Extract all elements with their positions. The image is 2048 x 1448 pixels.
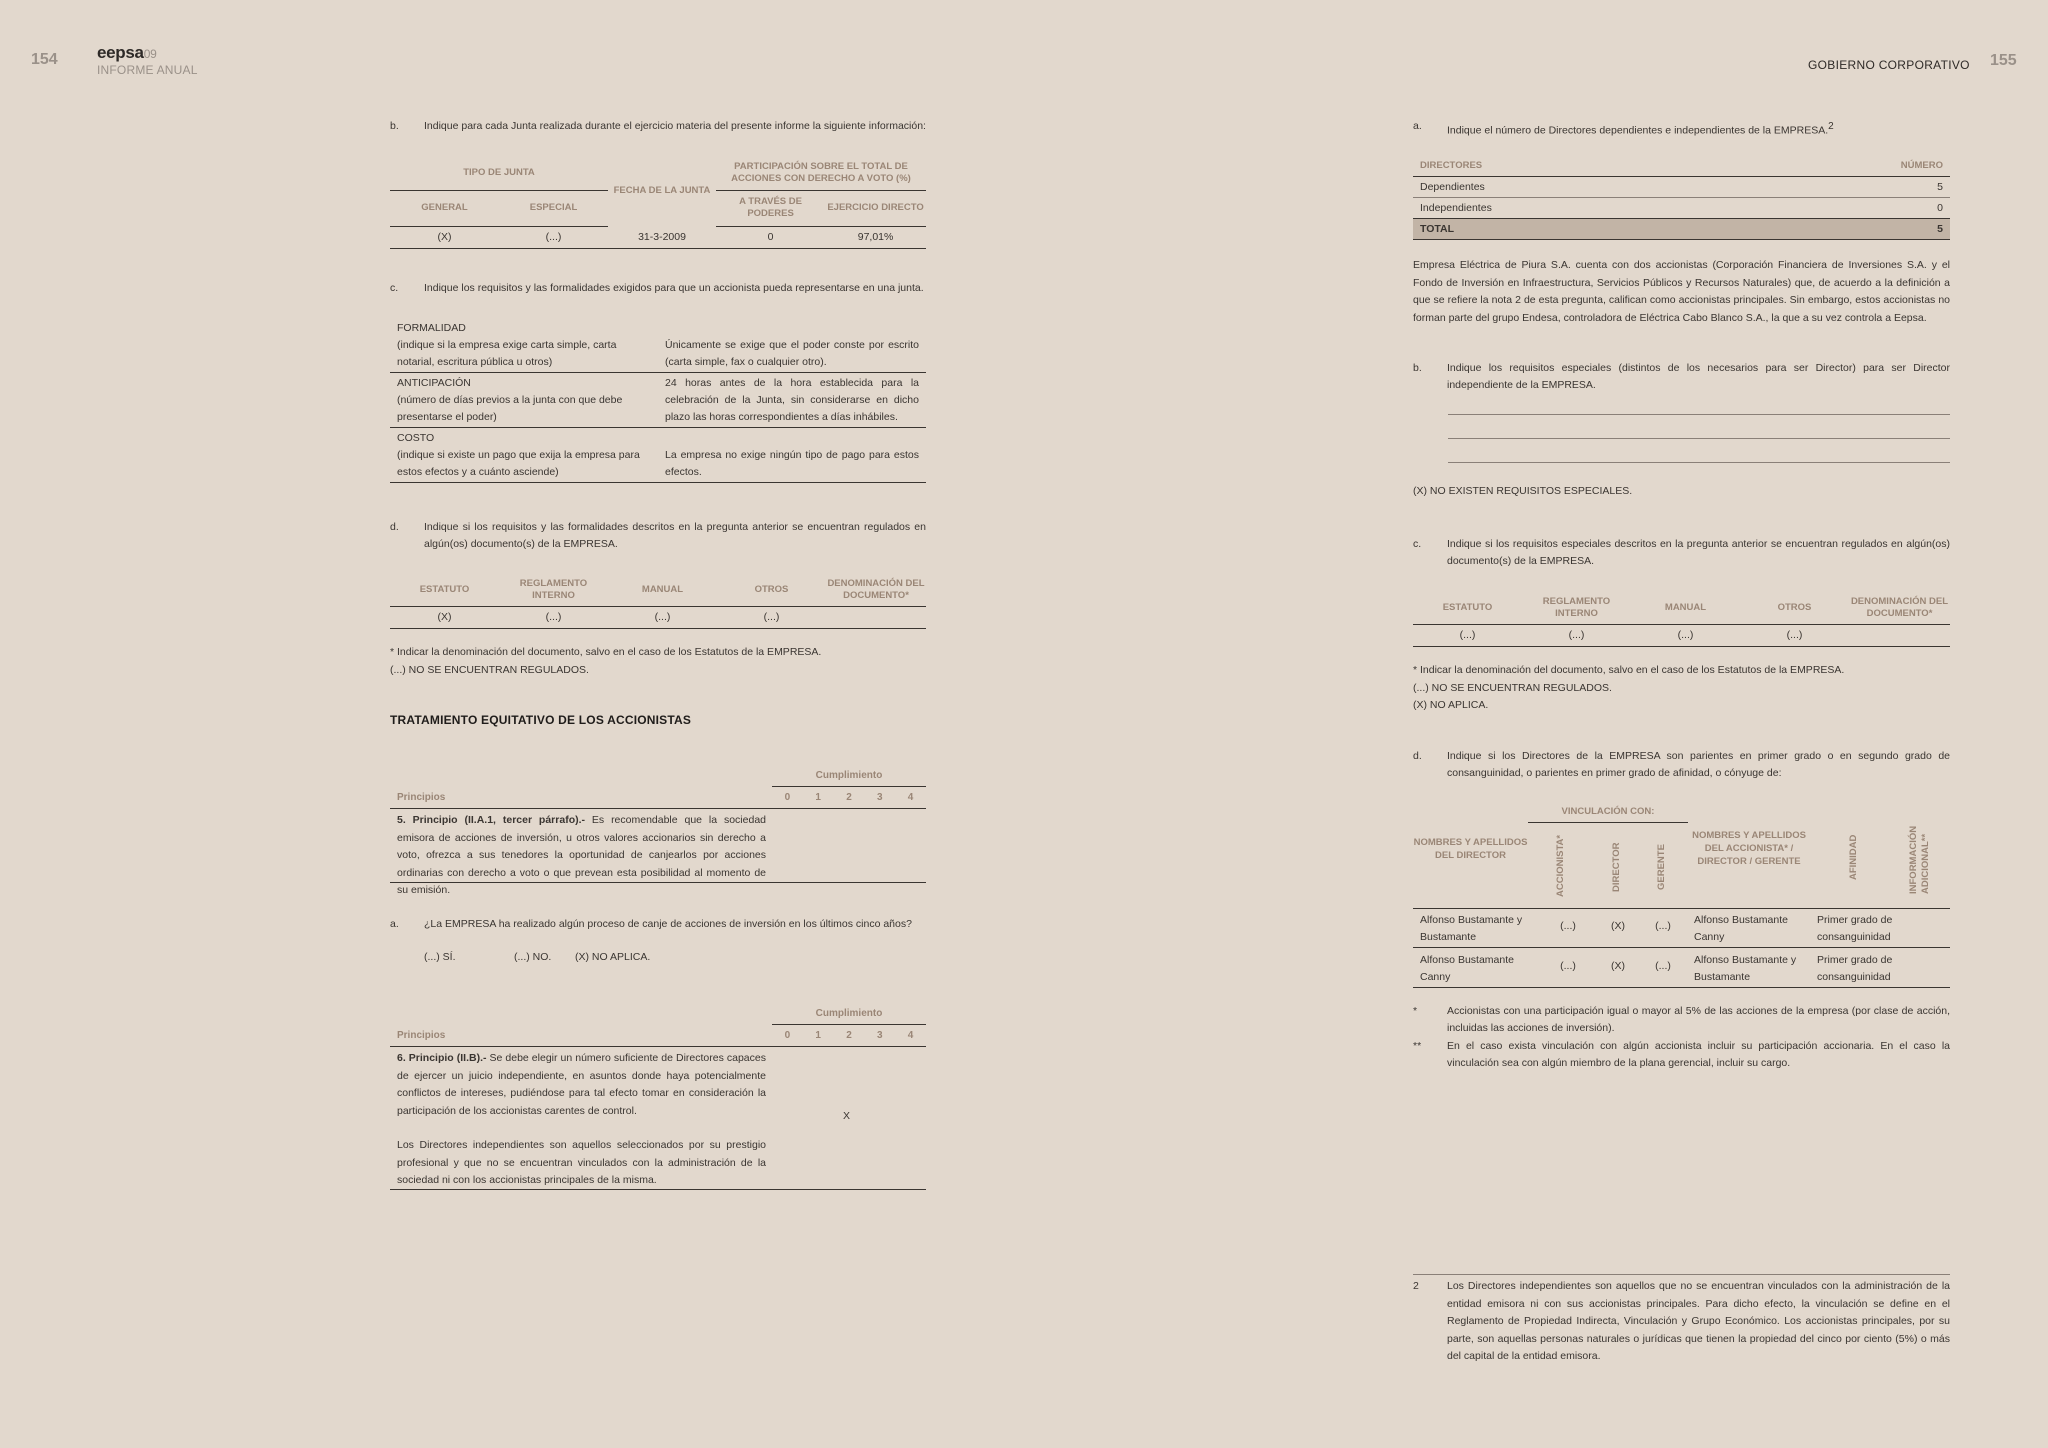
divider xyxy=(390,1189,926,1190)
header-manual: MANUAL xyxy=(608,574,717,606)
option-no: (...) NO. xyxy=(514,951,552,963)
principios-label: Principios xyxy=(397,792,446,803)
header-afinidad: AFINIDAD xyxy=(1848,834,1859,880)
cell-denominacion xyxy=(826,606,926,628)
option-no-aplica: (X) NO APLICA. xyxy=(575,951,651,963)
header-director: DIRECTOR xyxy=(1611,842,1622,892)
cell-nombre-2: Alfonso Bustamante y Bustamante xyxy=(1694,954,1797,983)
footnote-mark: 2 xyxy=(1413,1280,1419,1292)
costo-desc: (indique si existe un pago que exija la empresa para estos efectos y a cuánto asciende) xyxy=(397,449,640,478)
cell-manual: (...) xyxy=(1631,624,1740,646)
documento-table-right xyxy=(1413,592,1950,647)
cumplimiento-label: Cumplimiento xyxy=(815,770,883,781)
header-manual: MANUAL xyxy=(1631,592,1740,624)
principle-title: 6. Principio (II.B).- xyxy=(397,1052,487,1064)
divider xyxy=(1528,822,1688,823)
cell-nombre: Alfonso Bustamante y Bustamante xyxy=(1420,914,1523,943)
formalidad-desc: (indique si la empresa exige carta simple, carta notarial, escritura pública u otros) xyxy=(397,339,617,368)
formalidad-table xyxy=(390,318,926,483)
divider xyxy=(772,1024,926,1025)
doc-notes xyxy=(1413,662,1844,715)
cell-denominacion xyxy=(1849,624,1950,646)
formalidad-title: FORMALIDAD xyxy=(397,322,466,334)
header-denominacion: DENOMINACIÓN DEL DOCUMENTO* xyxy=(1849,592,1950,624)
table-row xyxy=(1413,197,1950,218)
anticipacion-title: ANTICIPACIÓN xyxy=(397,377,471,389)
table-row xyxy=(1413,176,1950,197)
note-line: (...) NO SE ENCUENTRAN REGULADOS. xyxy=(1413,681,1612,694)
question-letter: d. xyxy=(1413,750,1422,762)
cell-directo: 97,01% xyxy=(825,226,926,248)
header-otros: OTROS xyxy=(717,574,826,606)
header-poderes: A TRAVÉS DE PODERES xyxy=(716,190,825,226)
cumplimiento-scale xyxy=(772,792,926,803)
compliance-mark: X xyxy=(843,1110,851,1122)
costo-value: La empresa no exige ningún tipo de pago para estos efectos. xyxy=(658,428,926,483)
table-row xyxy=(390,428,926,483)
question-text xyxy=(1447,118,1950,140)
principle-6-text-2: Los Directores independientes son aquellos seleccionados por su prestigio profesional y que no se encuentran vinculados con la administración de la sociedad ni con los accionistas principales de la misma. xyxy=(397,1139,766,1186)
footnote-text: Los Directores independientes son aquellos que no se encuentran vinculados con la administración de la entidad emisora ni con sus accionistas principales. Para dicho efecto, la vinculación se define en el Reglamento de Propiedad Indirecta, Vinculación y Grupo Económico. Los accionistas principales, por su parte, son aquellas personas naturales o jurídicas que tienen la propiedad del cinco por ciento (5%) o más del capital de la entidad emisora. xyxy=(1447,1280,1950,1362)
question-body: Indique el número de Directores dependientes e independientes de la EMPRESA. xyxy=(1447,124,1829,137)
header-gerente: GERENTE xyxy=(1656,844,1667,890)
table-row xyxy=(390,373,926,428)
formalidad-value: Únicamente se exige que el poder conste por escrito (carta simple, fax o cualquier otro). xyxy=(658,318,926,373)
no-requisitos: (X) NO EXISTEN REQUISITOS ESPECIALES. xyxy=(1413,485,1633,497)
question-text: Indique si los requisitos y las formalidades descritos en la pregunta anterior se encuentran regulados en algún(os) documento(s) de la EMPRESA. xyxy=(424,521,926,550)
scale-2: 2 xyxy=(846,792,852,803)
cell-general: (X) xyxy=(390,226,499,248)
cell-especial: (...) xyxy=(499,226,608,248)
cell-reglamento: (...) xyxy=(1522,624,1631,646)
cell-manual: (...) xyxy=(608,606,717,628)
section-heading: TRATAMIENTO EQUITATIVO DE LOS ACCIONISTAS xyxy=(390,713,692,727)
scale-1: 1 xyxy=(815,792,821,803)
principle-6-text xyxy=(397,1050,766,1120)
table-row xyxy=(390,606,926,628)
doc-notes xyxy=(390,644,821,679)
cell-nombre: Alfonso Bustamante Canny xyxy=(1420,954,1514,983)
principle-body: Se debe elegir un número suficiente de Directores capaces de ejercer un juicio independiente, en asuntos donde haya potencialmente conflictos de intereses, pudiéndose para tal efecto tomar en consideración la participación de los accionistas carentes de control. xyxy=(397,1052,766,1117)
question-text: Indique si los Directores de la EMPRESA son parientes en primer grado o en segundo grado de consanguinidad, o parientes en primer grado de afinidad, o cónyuge de: xyxy=(1447,750,1950,779)
question-letter: a. xyxy=(390,918,399,930)
left-page-number: 154 xyxy=(31,51,58,68)
anticipacion-label xyxy=(390,373,658,428)
row-label: Dependientes xyxy=(1413,176,1743,197)
cumplimiento-label: Cumplimiento xyxy=(815,1008,883,1019)
scale-4: 4 xyxy=(907,792,914,803)
question-text: Indique si los requisitos especiales descritos en la pregunta anterior se encuentran regulados en algún(os) documento(s) de la EMPRESA. xyxy=(1447,538,1950,567)
table-row xyxy=(1413,908,1950,948)
scale-0: 0 xyxy=(784,792,791,803)
scale-3: 3 xyxy=(877,792,883,803)
header-vinculacion: VINCULACIÓN CON: xyxy=(1561,806,1655,817)
header-nombres: NOMBRES Y APELLIDOS DEL DIRECTOR xyxy=(1413,837,1528,861)
question-text: ¿La EMPRESA ha realizado algún proceso de canje de acciones de inversión en los últimos cinco años? xyxy=(424,918,912,930)
note-line: * Indicar la denominación del documento, salvo en el caso de los Estatutos de la EMPRESA. xyxy=(1413,664,1845,676)
question-text: Indique los requisitos y las formalidades exigidos para que un accionista pueda representarse en una junta. xyxy=(424,282,924,294)
header-reglamento: REGLAMENTO INTERNO xyxy=(499,574,608,606)
table-row xyxy=(1413,624,1950,646)
footnote-text: Accionistas con una participación igual o mayor al 5% de las acciones de la empresa (por clase de acción, incluidas las acciones de inversión). xyxy=(1447,1005,1950,1034)
header-informacion: INFORMACIÓN ADICIONAL** xyxy=(1908,825,1931,894)
cell-gerente: (...) xyxy=(1655,920,1671,932)
question-letter: a. xyxy=(1413,120,1422,132)
report-subtitle: INFORME ANUAL xyxy=(97,63,198,77)
cell-afinidad: Primer grado de consanguinidad xyxy=(1817,914,1893,943)
note-line: (...) NO SE ENCUENTRAN REGULADOS. xyxy=(390,663,589,676)
cell-director: (X) xyxy=(1611,960,1625,972)
costo-label xyxy=(390,428,658,483)
table-row xyxy=(390,318,926,373)
paragraph: Empresa Eléctrica de Piura S.A. cuenta con dos accionistas (Corporación Financiera de Inversiones S.A. y el Fondo de Inversión en Infraestructura, Servicios Públicos y Recursos Naturales) que, de acuerdo a la definición a que se refiere la nota 2 de esta pregunta, califican como accionistas principales. Sin embargo, estos accionistas no forman parte del grupo Endesa, controladora de Eléctrica Cabo Blanco S.A., la que a su vez controla a Eepsa. xyxy=(1413,259,1950,324)
total-value: 5 xyxy=(1743,218,1950,239)
scale-3: 3 xyxy=(877,1030,883,1041)
question-letter: d. xyxy=(390,521,399,533)
principle-body: Es recomendable que la sociedad emisora de acciones de inversión, u otros valores accionarios sin derecho a voto, ofrezca a sus tenedores la oportunidad de canjearlos por acciones ordinarias con derecho a voto o que prevean esta posibilidad al momento de su emisión. xyxy=(397,814,766,896)
scale-4: 4 xyxy=(907,1030,914,1041)
principle-title: 5. Principio (II.A.1, tercer párrafo).- xyxy=(397,814,586,826)
blank-line xyxy=(1448,462,1950,463)
header-numero: NÚMERO xyxy=(1743,156,1950,176)
scale-2: 2 xyxy=(846,1030,852,1041)
header-estatuto: ESTATUTO xyxy=(390,574,499,606)
logo-year: 09 xyxy=(143,47,157,61)
logo xyxy=(97,43,156,63)
costo-title: COSTO xyxy=(397,432,435,444)
header-participacion: PARTICIPACIÓN SOBRE EL TOTAL DE ACCIONES CON DERECHO A VOTO (%) xyxy=(716,156,926,190)
row-label: Independientes xyxy=(1413,197,1743,218)
header-accionista: ACCIONISTA* xyxy=(1555,834,1566,897)
question-letter: c. xyxy=(390,282,399,294)
cell-accionista: (...) xyxy=(1560,960,1576,972)
header-denominacion: DENOMINACIÓN DEL DOCUMENTO* xyxy=(826,574,926,606)
footnote-text: En el caso exista vinculación con algún accionista incluir su participación accionaria. En el caso la vinculación sea con algún miembro de la plana gerencial, incluir su cargo. xyxy=(1447,1040,1950,1069)
header-reglamento: REGLAMENTO INTERNO xyxy=(1522,592,1631,624)
principios-label: Principios xyxy=(397,1030,446,1041)
total-row xyxy=(1413,218,1950,239)
divider xyxy=(390,1046,926,1047)
header-fecha-junta: FECHA DE LA JUNTA xyxy=(613,185,711,196)
header-general: GENERAL xyxy=(390,190,499,226)
table-row xyxy=(1413,948,1950,988)
footnote-mark: * xyxy=(1413,1005,1418,1017)
total-label: TOTAL xyxy=(1413,218,1743,239)
cell-afinidad: Primer grado de consanguinidad xyxy=(1817,954,1893,983)
scale-0: 0 xyxy=(784,1030,791,1041)
divider xyxy=(390,882,926,883)
header-nombres-2: NOMBRES Y APELLIDOS DEL ACCIONISTA* / DIRECTOR / GERENTE xyxy=(1692,830,1806,867)
cell-poderes: 0 xyxy=(716,226,825,248)
junta-table xyxy=(390,156,926,249)
formalidad-label xyxy=(390,318,658,373)
question-text: Indique para cada Junta realizada durante el ejercicio materia del presente informe la siguiente información: xyxy=(424,120,926,132)
note-line: (X) NO APLICA. xyxy=(1413,699,1489,711)
cell-otros: (...) xyxy=(1740,624,1849,646)
documento-table xyxy=(390,574,926,629)
header-especial: ESPECIAL xyxy=(499,190,608,226)
question-letter: b. xyxy=(1413,362,1422,374)
header-tipo-junta: TIPO DE JUNTA xyxy=(390,156,608,190)
anticipacion-value: 24 horas antes de la hora establecida para la celebración de la Junta, sin considerarse en dicho plazo las horas correspondientes a días inhábiles. xyxy=(658,373,926,428)
blank-line xyxy=(1448,414,1950,415)
cell-estatuto: (X) xyxy=(390,606,499,628)
header-directo: EJERCICIO DIRECTO xyxy=(825,190,926,226)
table-row xyxy=(390,226,926,248)
cell-fecha: 31-3-2009 xyxy=(608,226,716,248)
footnote-ref: 2 xyxy=(1828,121,1834,132)
logo-text: eepsa xyxy=(97,43,144,62)
cell-estatuto: (...) xyxy=(1413,624,1522,646)
row-value: 5 xyxy=(1743,176,1950,197)
header-estatuto: ESTATUTO xyxy=(1413,592,1522,624)
header-otros: OTROS xyxy=(1740,592,1849,624)
right-page-number: 155 xyxy=(1990,52,2017,69)
row-value: 0 xyxy=(1743,197,1950,218)
section-title: GOBIERNO CORPORATIVO xyxy=(1808,58,1970,72)
cumplimiento-scale xyxy=(772,1030,926,1041)
principle-5-text xyxy=(397,812,766,900)
directores-table xyxy=(1413,156,1950,240)
cell-nombre-2: Alfonso Bustamante Canny xyxy=(1694,914,1788,943)
question-letter: b. xyxy=(390,120,399,132)
cell-otros: (...) xyxy=(717,606,826,628)
question-letter: c. xyxy=(1413,538,1422,550)
question-text: Indique los requisitos especiales (distintos de los necesarios para ser Director) para ser Director independiente de la EMPRESA. xyxy=(1447,362,1950,391)
cell-accionista: (...) xyxy=(1560,920,1576,932)
scale-1: 1 xyxy=(815,1030,821,1041)
cell-director: (X) xyxy=(1611,920,1625,932)
header-directores: DIRECTORES xyxy=(1413,156,1743,176)
divider xyxy=(390,808,926,809)
blank-line xyxy=(1448,438,1950,439)
cell-gerente: (...) xyxy=(1655,960,1671,972)
note-line: * Indicar la denominación del documento, salvo en el caso de los Estatutos de la EMPRESA. xyxy=(390,646,822,658)
footnote-mark: ** xyxy=(1413,1040,1422,1052)
cell-reglamento: (...) xyxy=(499,606,608,628)
option-si: (...) SÍ. xyxy=(424,951,456,963)
divider xyxy=(772,786,926,787)
anticipacion-desc: (número de días previos a la junta con que debe presentarse el poder) xyxy=(397,394,623,423)
footnote-divider xyxy=(1413,1274,1950,1275)
